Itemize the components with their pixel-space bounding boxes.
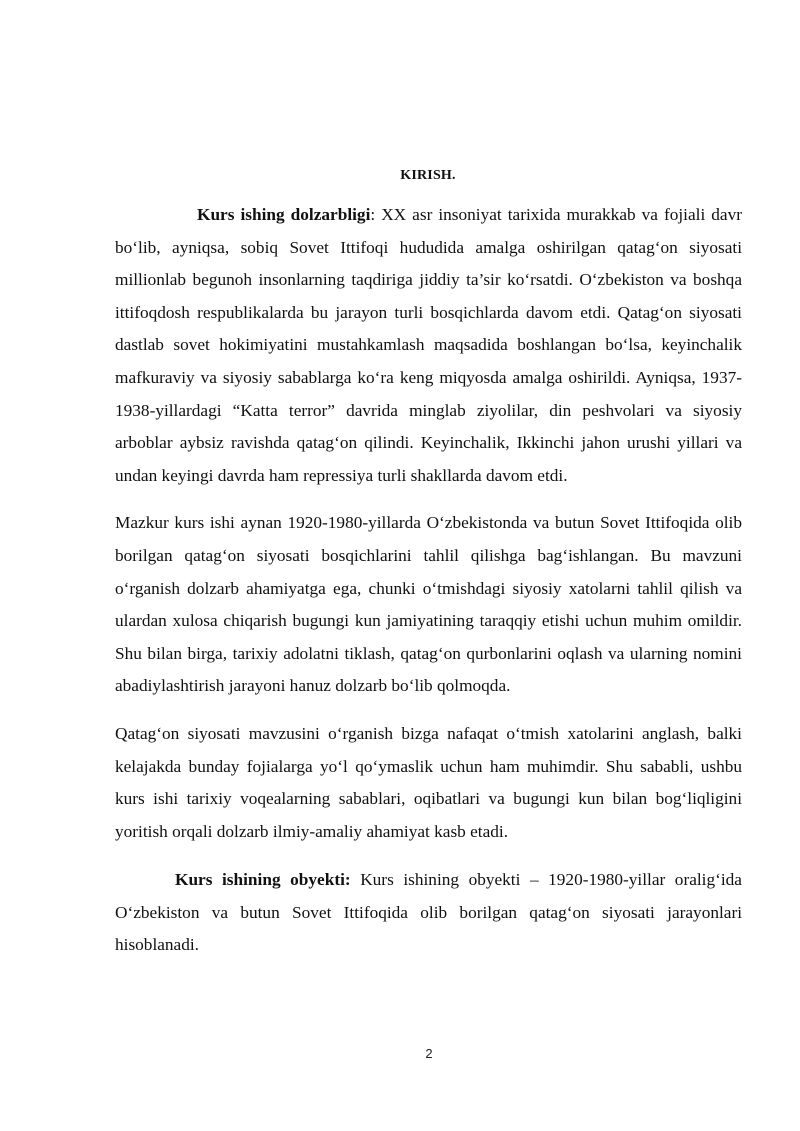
section-heading: KIRISH.	[400, 168, 456, 183]
paragraph-text: Kurs ishining obyekti – 1920-1980-yillar oralig‘ida O‘zbekiston va butun Sovet Ittifoqida olib borilgan qatag‘on siyosati jarayonlari hisoblanadi.	[115, 870, 742, 955]
paragraph-object	[115, 864, 742, 962]
paragraph-text: Mazkur kurs ishi aynan 1920-1980-yillarda O‘zbekistonda va butun Sovet Ittifoqida olib borilgan qatag‘on siyosati bosqichlarini tahlil qilishga bag‘ishlangan. Bu mavzuni o‘rganish dolzarb ahamiyatga ega, chunki o‘tmishdagi siyosiy xatolarni tahlil qilish va ulardan xulosa chiqarish bugungi kun jamiyatining taraqqiy etishi uchun muhim omildir. Shu bilan birga, tarixiy adolatni tiklash, qatag‘on qurbonlarini oqlash va ularning nomini abadiylashtirish jarayoni hanuz dolzarb bo‘lib qolmoqda.	[115, 513, 742, 696]
paragraph-text: Qatag‘on siyosati mavzusini o‘rganish bizga nafaqat o‘tmish xatolarini anglash, balki kelajakda bunday fojialarga yo‘l qo‘ymaslik uchun ham muhimdir. Shu sababli, ushbu kurs ishi tarixiy voqealarning sabablari, oqibatlari va bugungi kun bilan bog‘liqligini yoritish orqali dolzarb ilmiy-amaliy ahamiyat kasb etadi.	[115, 723, 742, 841]
paragraph-text: : XX asr insoniyat tarixida murakkab va fojiali davr bo‘lib, ayniqsa, sobiq Sovet Ittifoqi hududida amalga oshirilgan qatag‘on siyosati millionlab begunoh insonlarning taqdiriga jiddiy ta’sir ko‘rsatdi. O‘zbekiston va boshqa ittifoqdosh respublikalarda bu jarayon turli bosqichlarda davom etdi. Qatag‘on siyosati dastlab sovet hokimiyatini mustahkamlash maqsadida boshlangan bo‘lsa, keyinchalik mafkuraviy va siyosiy sabablarga ko‘ra keng miqyosda amalga oshirildi. Ayniqsa, 1937-1938-yillardagi “Katta terror” davrida minglab ziyolilar, din peshvolari va siyosiy arboblar aybsiz ravishda qatag‘on qilindi. Keyinchalik, Ikkinchi jahon urushi yillari va undan keyingi davrda ham repressiya turli shakllarda davom etdi.	[115, 205, 742, 485]
paragraph-lead: Kurs ishing dolzarbligi	[197, 205, 371, 224]
body-text	[115, 199, 742, 962]
paragraph-purpose	[115, 507, 742, 703]
page-number: 2	[425, 1046, 433, 1061]
paragraph-lead: Kurs ishining obyekti:	[175, 870, 351, 890]
paragraph-relevance	[115, 199, 742, 492]
paragraph-significance	[115, 718, 742, 848]
